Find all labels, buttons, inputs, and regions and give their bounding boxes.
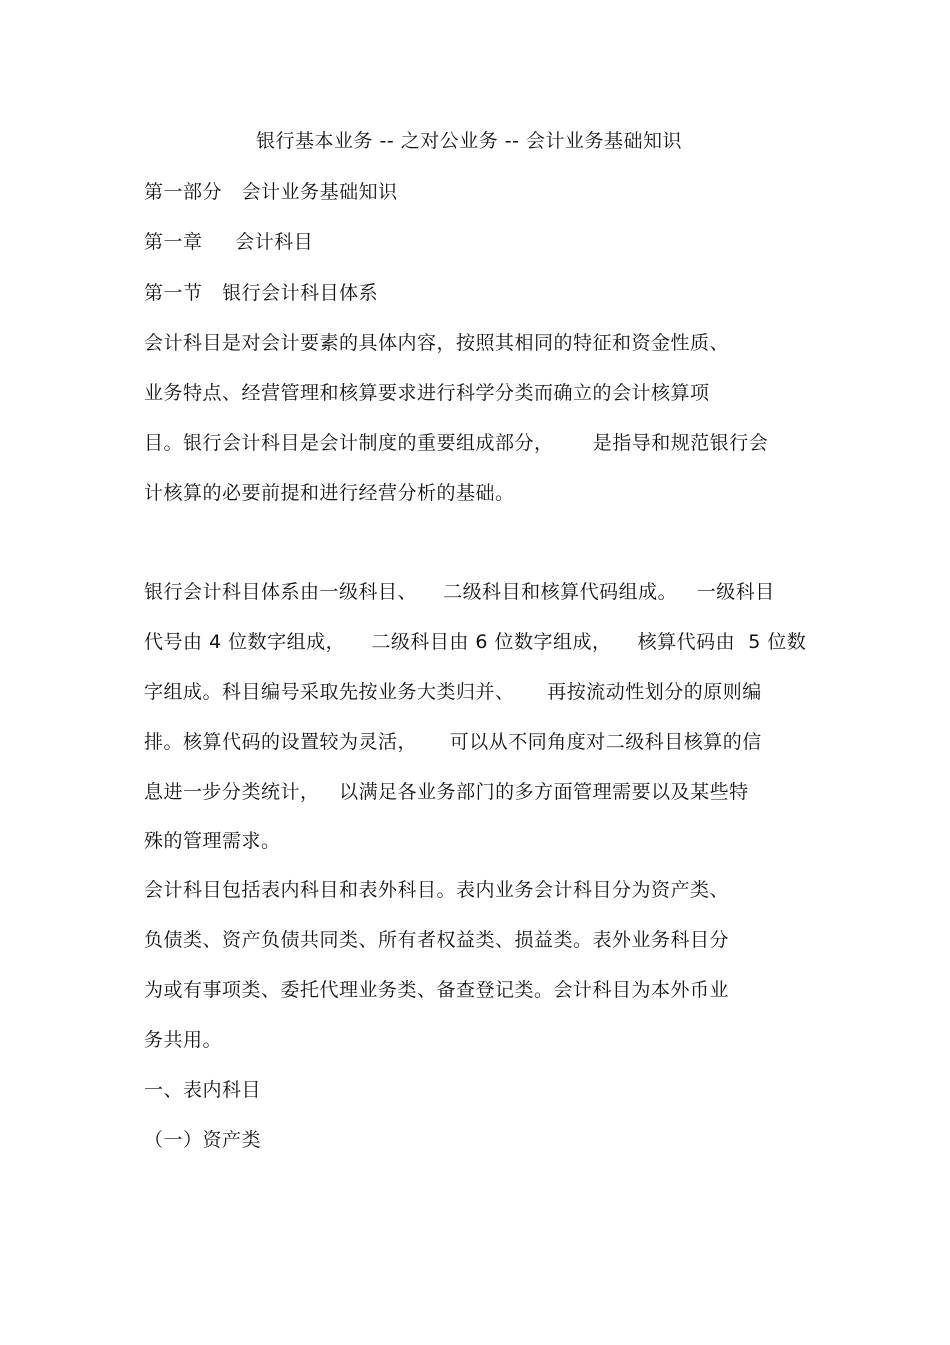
paragraph-line: 排。核算代码的设置较为灵活， 可以从不同角度对二级科目核算的信 — [144, 731, 762, 753]
paragraph-line: 代号由 4 位数字组成， 二级科目由 6 位数字组成， 核算代码由 5 位数 — [144, 631, 807, 653]
section-heading: 第一节 银行会计科目体系 — [144, 282, 379, 304]
paragraph-line: 会计科目包括表内科目和表外科目。表内业务会计科目分为资产类、 — [144, 879, 730, 901]
document-title: 银行基本业务 -- 之对公业务 -- 会计业务基础知识 — [255, 130, 683, 152]
paragraph-line: 务共用。 — [144, 1029, 223, 1051]
part-heading: 第一部分 会计业务基础知识 — [144, 181, 398, 203]
paragraph-line: 会计科目是对会计要素的具体内容，按照其相同的特征和资金性质、 — [144, 332, 730, 354]
chapter-heading: 第一章 会计科目 — [144, 231, 314, 253]
paragraph-line: 计核算的必要前提和进行经营分析的基础。 — [144, 482, 515, 504]
paragraph-line: 银行会计科目体系由一级科目、 二级科目和核算代码组成。 一级科目 — [144, 581, 775, 603]
paragraph-line: 殊的管理需求。 — [144, 830, 281, 852]
subheading-on-balance-sheet: 一、表内科目 — [144, 1079, 262, 1101]
subheading-assets: （一）资产类 — [144, 1129, 262, 1151]
paragraph-line: 为或有事项类、委托代理业务类、备查登记类。会计科目为本外币业 — [144, 979, 730, 1001]
paragraph-line: 业务特点、经营管理和核算要求进行科学分类而确立的会计核算项 — [144, 382, 710, 404]
paragraph-line: 负债类、资产负债共同类、所有者权益类、损益类。表外业务科目分 — [144, 929, 730, 951]
paragraph-line: 目。银行会计科目是会计制度的重要组成部分， 是指导和规范银行会 — [144, 432, 769, 454]
paragraph-line: 息进一步分类统计， 以满足各业务部门的多方面管理需要以及某些特 — [144, 781, 749, 803]
paragraph-line: 字组成。科目编号采取先按业务大类归并、 再按流动性划分的原则编 — [144, 681, 762, 703]
